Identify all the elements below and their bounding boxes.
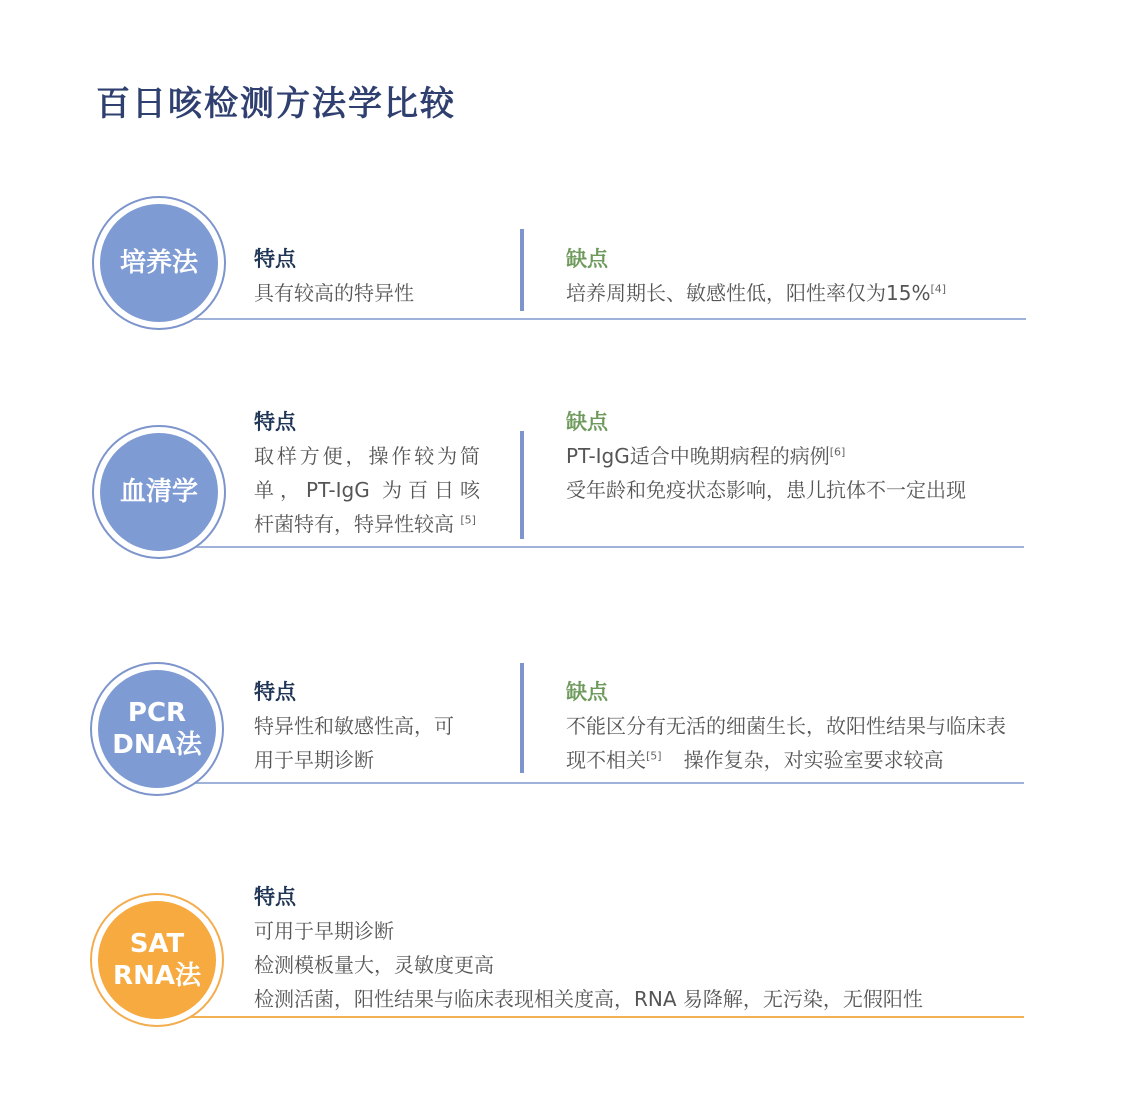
defect-line: 受年龄和免疫状态影响，患儿抗体不一定出现 bbox=[566, 478, 966, 502]
method-label: RNA法 bbox=[113, 961, 201, 991]
method-badge bbox=[92, 425, 226, 559]
method-row-serology bbox=[0, 405, 1129, 565]
defect-heading: 缺点 bbox=[566, 247, 608, 271]
method-badge bbox=[90, 662, 224, 796]
feature-heading: 特点 bbox=[254, 885, 296, 909]
feature-heading: 特点 bbox=[254, 680, 296, 704]
method-row-sat bbox=[0, 880, 1129, 1040]
page-title: 百日咳检测方法学比较 bbox=[96, 84, 456, 124]
method-badge bbox=[92, 196, 226, 330]
column-divider bbox=[520, 229, 524, 311]
method-label: PCR bbox=[127, 698, 187, 728]
defect-line: PT-IgG适合中晚期病程的病例[6] bbox=[566, 444, 846, 468]
feature-line: 具有较高的特异性 bbox=[254, 281, 414, 305]
defect-line: 现不相关[5] 操作复杂，对实验室要求较高 bbox=[566, 748, 944, 772]
citation: [4] bbox=[930, 282, 947, 296]
defect-column bbox=[566, 675, 1006, 777]
feature-heading: 特点 bbox=[254, 247, 296, 271]
defect-line: 培养周期长、敏感性低，阳性率仅为15%[4] bbox=[566, 281, 947, 305]
feature-line: 取样方便，操作较为简 bbox=[254, 444, 480, 468]
feature-line: 可用于早期诊断 bbox=[254, 919, 394, 943]
feature-line: 用于早期诊断 bbox=[254, 748, 374, 772]
row-underline bbox=[190, 318, 1026, 320]
method-label: SAT bbox=[129, 929, 185, 959]
method-label: 培养法 bbox=[119, 248, 198, 278]
defect-heading: 缺点 bbox=[566, 680, 608, 704]
row-underline bbox=[190, 782, 1024, 784]
citation: [5] bbox=[460, 513, 476, 527]
method-row-culture bbox=[0, 196, 1129, 336]
feature-line: 单，PT-IgG 为百日咳 bbox=[254, 478, 480, 502]
citation: [5] bbox=[646, 749, 662, 763]
feature-line: 检测模板量大，灵敏度更高 bbox=[254, 953, 494, 977]
feature-line: 检测活菌，阳性结果与临床表现相关度高，RNA 易降解，无污染，无假阳性 bbox=[254, 987, 923, 1011]
feature-column bbox=[254, 880, 923, 1016]
row-underline bbox=[190, 546, 1024, 548]
column-divider bbox=[520, 431, 524, 539]
method-badge bbox=[90, 893, 224, 1027]
feature-heading: 特点 bbox=[254, 410, 296, 434]
feature-line: 特异性和敏感性高，可 bbox=[254, 714, 454, 738]
feature-column bbox=[254, 405, 480, 541]
defect-column bbox=[566, 405, 966, 507]
feature-line: 杆菌特有，特异性较高 [5] bbox=[254, 512, 476, 536]
method-label: DNA法 bbox=[112, 730, 202, 760]
row-underline bbox=[190, 1016, 1024, 1018]
defect-heading: 缺点 bbox=[566, 410, 608, 434]
method-label: 血清学 bbox=[119, 477, 198, 507]
citation: [6] bbox=[829, 445, 846, 459]
defect-line: 不能区分有无活的细菌生长，故阳性结果与临床表 bbox=[566, 714, 1006, 738]
feature-column bbox=[254, 242, 414, 310]
method-row-pcr bbox=[0, 660, 1129, 810]
defect-column bbox=[566, 242, 946, 310]
feature-column bbox=[254, 675, 454, 777]
column-divider bbox=[520, 663, 524, 773]
